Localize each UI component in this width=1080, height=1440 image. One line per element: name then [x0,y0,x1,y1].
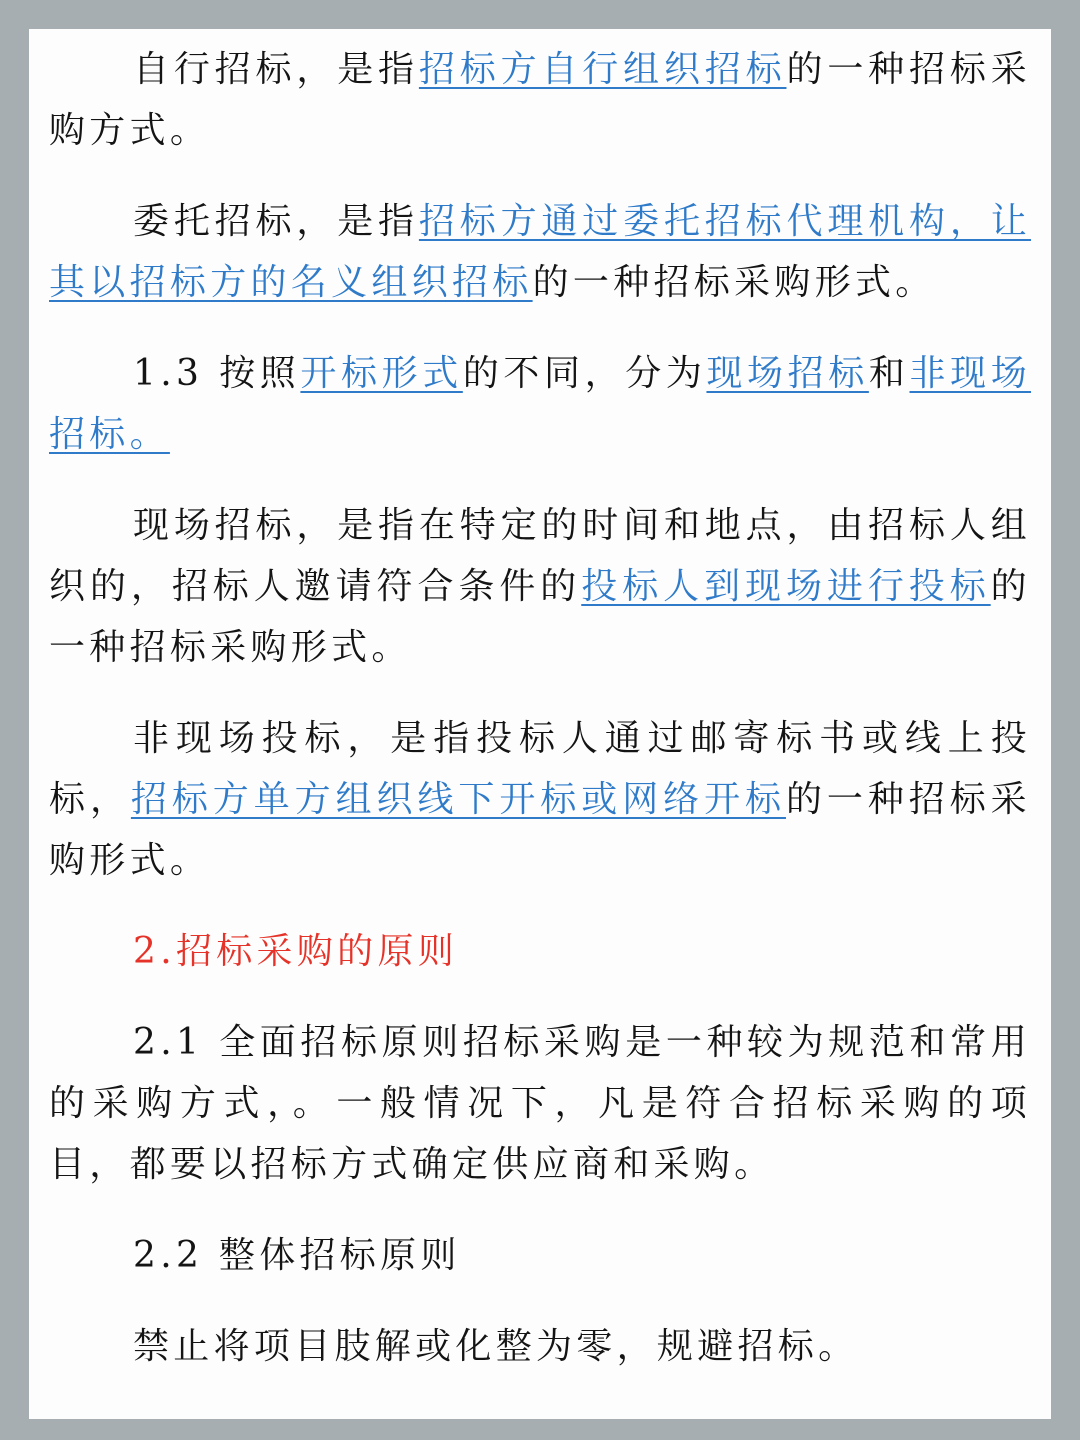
text-segment: 2.招标采购的原则 [133,931,459,972]
highlighted-text: 招标方单方组织线下开标或网络开标 [130,779,786,820]
highlighted-text: 招标方自行组织招标 [418,49,787,90]
document-body [49,39,1031,1377]
text-segment: 的一种招标采购形式。 [532,262,936,303]
highlighted-text: 开标形式 [300,353,463,394]
paragraph [49,1012,1031,1195]
paragraph [49,39,1031,161]
highlighted-text: 现场招标 [706,353,869,394]
paragraph [49,191,1031,313]
paragraph [49,495,1031,678]
highlighted-text: 招标方通过委托招标代理机构，让其以招标方的名义组织招标 [49,201,1031,303]
document-page [29,29,1051,1419]
text-segment: 2.2 整体招标原则 [133,1235,461,1276]
text-segment: 的一种招标采购形式。 [49,566,1031,668]
text-segment: 非现场投标，是指投标人通过邮寄标书或线上投标， [49,718,1031,820]
highlighted-text: 非现场招标。 [49,353,1031,455]
paragraph [49,1316,1031,1377]
text-segment: 的不同，分为 [462,353,707,394]
paragraph [49,708,1031,891]
paragraph [49,343,1031,465]
text-segment: 的一种招标采购方式。 [49,49,1031,151]
text-segment: 的一种招标采购形式。 [49,779,1031,881]
highlighted-text: 投标人到现场进行投标 [581,566,991,607]
text-segment: 现场招标，是指在特定的时间和地点，由招标人组织的，招标人邀请符合条件的 [49,505,1031,607]
text-segment: 禁止将项目肢解或化整为零，规避招标。 [133,1326,859,1367]
text-segment: 委托招标，是指 [133,201,419,242]
section-heading [49,921,1031,982]
text-segment: 2.1 全面招标原则招标采购是一种较为规范和常用的采购方式，。一般情况下，凡是符合招标采购的项目，都要以招标方式确定供应商和采购。 [49,1022,1031,1185]
text-segment: 和 [868,353,910,394]
paragraph [49,1225,1031,1286]
text-segment: 1.3 按照 [133,353,301,394]
text-segment: 自行招标，是指 [133,49,419,90]
